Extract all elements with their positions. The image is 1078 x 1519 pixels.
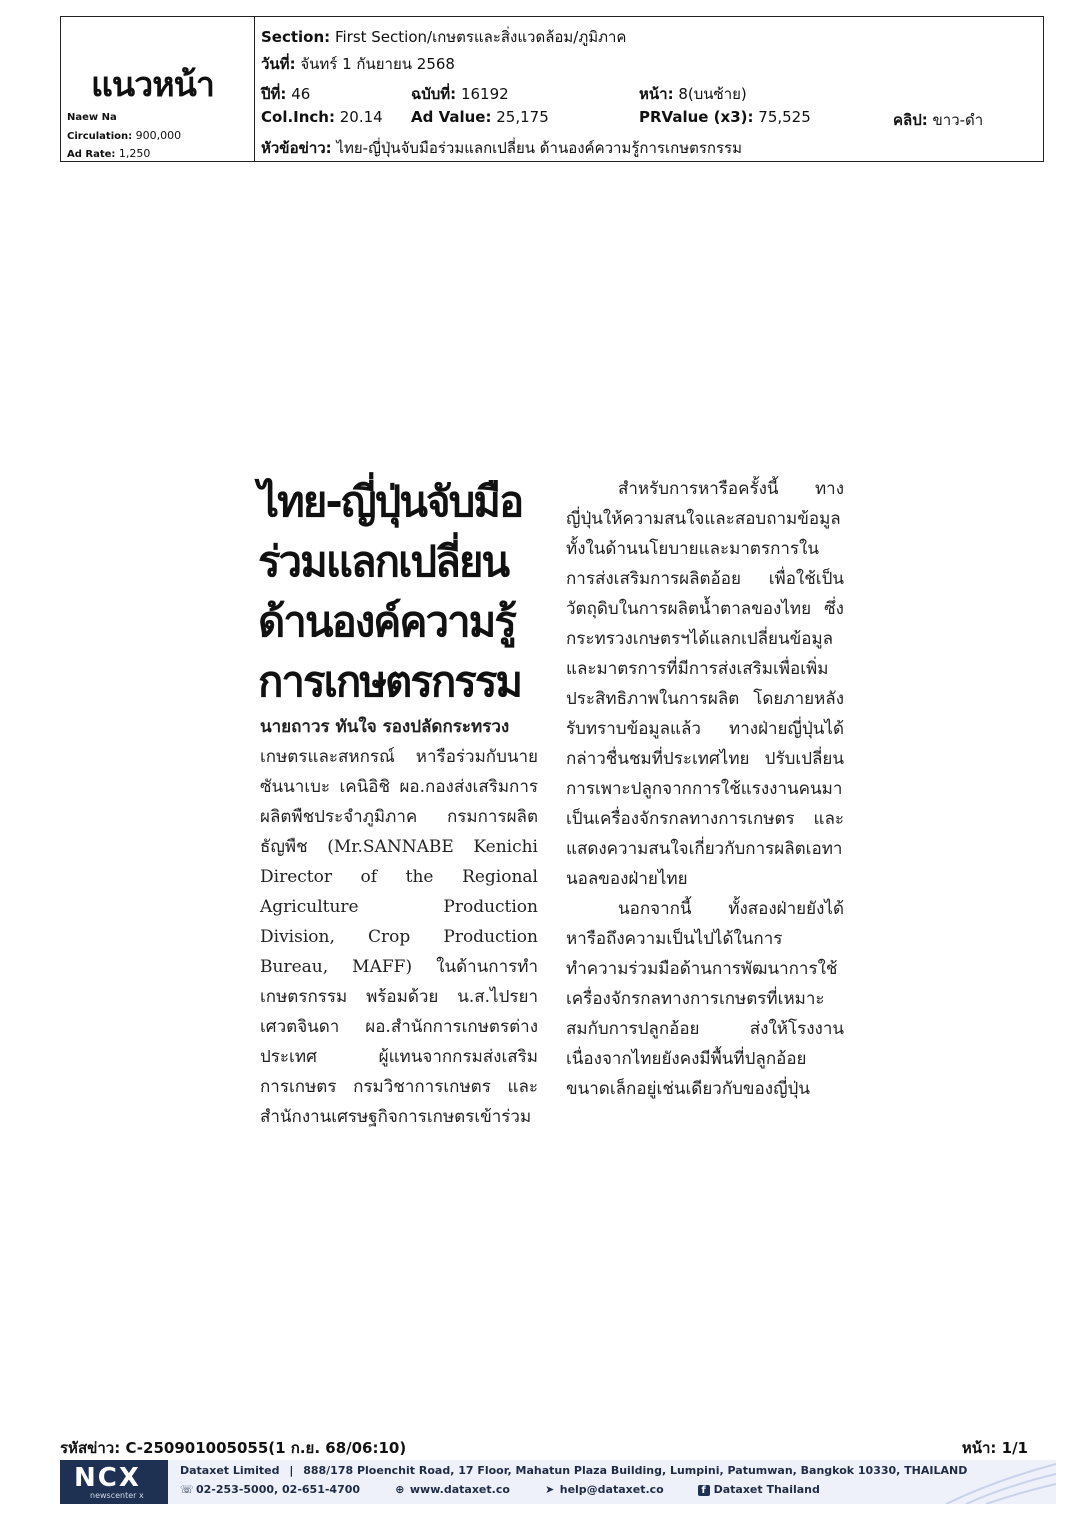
article-paragraph: นอกจากนี้ ทั้งสองฝ่ายยังได้หารือถึงความเป็นไปได้ในการทำความร่วมมือด้านการพัฒนาการใช้เครื่องจักรกลทางการเกษตรที่เหมาะสมกับการปลูกอ้อย ส่งให้โรงงาน เนื่องจากไทยยังคงมีพื้นที่ปลูกอ้อยขนาดเล็กอยู่เช่นเดียวกับของญี่ปุ่น xyxy=(566,899,844,1099)
footer-bar xyxy=(60,1460,1056,1504)
section-label: Section: xyxy=(261,28,331,46)
colinch-value: 20.14 xyxy=(339,108,383,126)
clip-metadata xyxy=(261,17,1043,161)
separator: | xyxy=(289,1464,294,1477)
phone-value: 02-253-5000, 02-651-4700 xyxy=(196,1483,361,1496)
news-code xyxy=(60,1436,406,1460)
colinch-label: Col.Inch: xyxy=(261,108,335,126)
clip-value: ขาว-ดำ xyxy=(932,111,984,129)
company-address: 888/178 Ploenchit Road, 17 Floor, Mahatun Plaza Building, Lumpini, Patumwan, Bangkok 10330, THAILAND xyxy=(303,1464,968,1477)
issue-label: ฉบับที่: xyxy=(411,85,457,103)
publication-panel xyxy=(61,17,255,161)
clipping-header xyxy=(60,16,1044,162)
ad-rate-label: Ad Rate: xyxy=(67,149,116,160)
website-value: www.dataxet.co xyxy=(409,1483,510,1496)
date-label: วันที่: xyxy=(261,55,296,73)
article-paragraph: เกษตรและสหกรณ์ หารือร่วมกับนายซันนาเบะ เคนิอิชิ ผอ.กองส่งเสริมการผลิตพืชประจำภูมิภาค กรมการผลิตธัญพืช (Mr.SANNABE Kenichi Director of the Regional Agriculture Production Division, Crop Production Bureau, MAFF) ในด้านการทำเกษตรกรรม พร้อมด้วย น.ส.ไปรยา เศวตจินดา ผอ.สำนักการเกษตรต่างประเทศ ผู้แทนจากกรมส่งเสริมการเกษตร กรมวิชาการเกษตร และสำนักงานเศรษฐกิจการเกษตรเข้าร่วม xyxy=(260,747,538,1127)
email-contact[interactable] xyxy=(544,1483,664,1496)
colinch-row xyxy=(261,108,383,126)
advalue-row xyxy=(411,108,549,126)
headline-row xyxy=(261,136,742,160)
clip-row xyxy=(893,108,983,132)
article-title xyxy=(258,472,540,712)
footer-page-number xyxy=(962,1436,1028,1460)
title-line: ไทย-ญี่ปุ่นจับมือ xyxy=(258,477,523,526)
decorative-wave-icon xyxy=(936,1460,1056,1504)
article-paragraph: สำหรับการหารือครั้งนี้ ทางญี่ปุ่นให้ความสนใจและสอบถามข้อมูลทั้งในด้านนโยบายและมาตรการในการส่งเสริมการผลิตอ้อย เพื่อใช้เป็นวัตถุดิบในการผลิตน้ำตาลของไทย ซึ่งกระทรวงเกษตรฯได้แลกเปลี่ยนข้อมูลและมาตรการที่มีการส่งเสริมเพื่อเพิ่มประสิทธิภาพในการผลิต โดยภายหลังรับทราบข้อมูลแล้ว ทางฝ่ายญี่ปุ่นได้กล่าวชื่นชมที่ประเทศไทย ปรับเปลี่ยนการเพาะปลูกจากการใช้แรงงานคนมาเป็นเครื่องจักรกลทางการเกษตร และแสดงความสนใจเกี่ยวกับการผลิตเอทานอลของฝ่ายไทย xyxy=(566,479,844,889)
website-contact[interactable] xyxy=(394,1483,510,1496)
circulation xyxy=(67,129,181,142)
facebook-contact[interactable] xyxy=(698,1483,820,1496)
facebook-icon: f xyxy=(698,1485,710,1496)
section-value: First Section/เกษตรและสิ่งแวดล้อม/ภูมิภาค xyxy=(334,28,627,46)
circulation-value: 900,000 xyxy=(135,129,182,142)
article-right-column xyxy=(566,474,844,1104)
title-line: ด้านองค์ความรู้ xyxy=(258,597,515,646)
page-label: หน้า: xyxy=(639,85,674,103)
year-label: ปีที่: xyxy=(261,85,287,103)
prvalue-value: 75,525 xyxy=(758,108,811,126)
globe-icon: ⊕ xyxy=(395,1483,405,1496)
contact-line xyxy=(180,1483,850,1496)
date-row xyxy=(261,52,455,76)
footer-page-label: หน้า: xyxy=(961,1439,997,1457)
clip-label: คลิป: xyxy=(893,111,928,129)
email-value: help@dataxet.co xyxy=(559,1483,664,1496)
ncx-logo xyxy=(60,1460,168,1504)
phone-icon: ☏ xyxy=(180,1483,194,1496)
prvalue-label: PRValue (x3): xyxy=(639,108,754,126)
article-byline: นายถาวร ทันใจ รองปลัดกระทรวง xyxy=(260,717,510,737)
issue-row xyxy=(411,82,509,106)
company-name: Dataxet Limited xyxy=(180,1464,280,1477)
send-icon: ➤ xyxy=(545,1483,555,1496)
year-value: 46 xyxy=(291,85,311,103)
advalue-value: 25,175 xyxy=(496,108,549,126)
news-code-value: C-250901005055(1 ก.ย. 68/06:10) xyxy=(125,1439,407,1457)
title-line: การเกษตรกรรม xyxy=(258,657,522,706)
company-address-line xyxy=(180,1464,967,1477)
footer-page-value: 1/1 xyxy=(1001,1439,1028,1457)
section-row xyxy=(261,25,626,49)
publication-logo: แนวหน้า xyxy=(91,65,214,105)
ncx-brand: NCX xyxy=(74,1463,141,1493)
page-row xyxy=(639,82,747,106)
circulation-label: Circulation: xyxy=(67,131,133,142)
headline-label: หัวข้อข่าว: xyxy=(261,139,332,157)
ad-rate xyxy=(67,147,150,160)
date-value: จันทร์ 1 กันยายน 2568 xyxy=(300,55,455,73)
article-left-column xyxy=(260,712,538,1132)
news-code-label: รหัสข่าว: xyxy=(60,1439,121,1457)
ad-rate-value: 1,250 xyxy=(118,147,151,160)
title-line: ร่วมแลกเปลี่ยน xyxy=(258,537,509,586)
page-value: 8(บนซ้าย) xyxy=(678,85,747,103)
facebook-value: Dataxet Thailand xyxy=(713,1483,820,1496)
headline-value: ไทย-ญี่ปุ่นจับมือร่วมแลกเปลี่ยน ด้านองค์ความรู้การเกษตรกรรม xyxy=(336,139,742,157)
phone-contact xyxy=(180,1483,360,1496)
publication-name: Naew Na xyxy=(67,112,117,123)
advalue-label: Ad Value: xyxy=(411,108,492,126)
issue-value: 16192 xyxy=(460,85,509,103)
prvalue-row xyxy=(639,108,811,126)
ncx-brand-sub: newscenter x xyxy=(90,1491,144,1500)
year-row xyxy=(261,82,310,106)
